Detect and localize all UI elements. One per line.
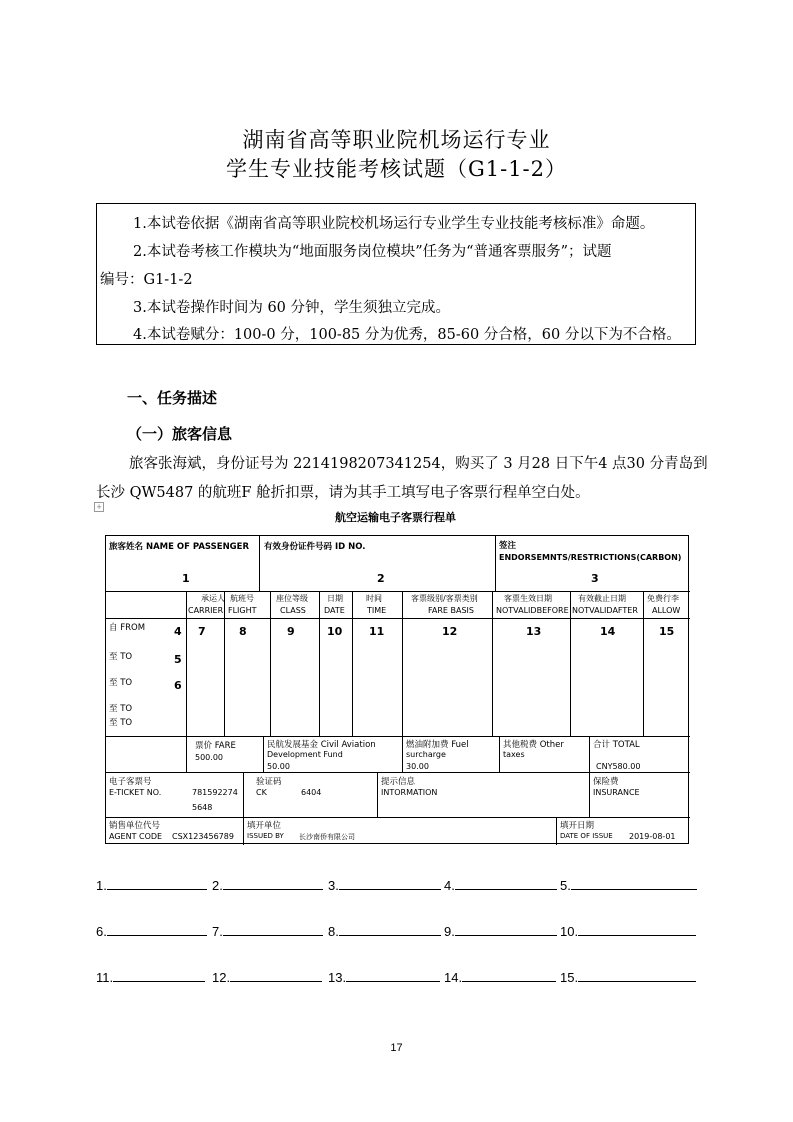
eticket-number-value-2: 5648 xyxy=(192,803,213,812)
answer-3[interactable]: 3. xyxy=(328,877,441,893)
class-header-en: CLASS xyxy=(280,606,306,615)
route-to-label-1: 至 TO xyxy=(109,652,133,662)
instruction-2: 2.本试卷考核工作模块为“地面服务岗位模块”任务为“普通客票服务”；试题 xyxy=(133,244,612,260)
page-number: 17 xyxy=(390,1042,403,1054)
id-number-label: 有效身份证件号码 ID NO. xyxy=(264,542,366,552)
ticket-title: 航空运输电子客票行程单 xyxy=(335,511,456,524)
check-code-label: 验证码 xyxy=(256,777,282,787)
caac-fund-value: 50.00 xyxy=(267,762,290,771)
eticket-number-label: 电子客票号 xyxy=(109,777,152,787)
answer-4[interactable]: 4. xyxy=(444,877,557,893)
fare-value: 500.00 xyxy=(195,753,223,762)
endorsement-label: 签注 xyxy=(499,541,517,551)
fare-basis-header-en: FARE BASIS xyxy=(428,606,474,615)
fuel-surcharge-label: 燃油附加费 Fuel xyxy=(406,740,469,750)
endorsement-en-label: ENDORSEMNTS/RESTRICTIONS(CARBON) xyxy=(499,553,682,562)
passenger-description-line2: 长沙 QW5487 的航班F 舱折扣票，请为其手工填写电子客票行程单空白处。 xyxy=(96,485,590,501)
caac-fund-label-en: Development Fund xyxy=(267,750,343,759)
field-number-4: 4 xyxy=(174,625,182,638)
carrier-header-en: CARRIER xyxy=(188,606,224,615)
field-number-14: 14 xyxy=(600,625,616,638)
field-number-10: 10 xyxy=(327,625,343,638)
route-to-label-4: 至 TO xyxy=(109,718,133,728)
not-valid-after-header-cn: 有效截止日期 xyxy=(578,594,626,603)
fare-label: 票价 FARE xyxy=(195,741,236,751)
answer-11[interactable]: 11. xyxy=(96,969,205,985)
time-header-cn: 时间 xyxy=(366,594,382,603)
instruction-4: 4.本试卷赋分：100-0 分，100-85 分为优秀，85-60 分合格，60 分以下为不合格。 xyxy=(133,327,681,343)
answer-2[interactable]: 2. xyxy=(212,877,323,893)
carrier-header-cn: 承运人 xyxy=(201,594,225,603)
field-number-7: 7 xyxy=(198,625,206,638)
other-taxes-label-en: taxes xyxy=(503,750,525,759)
e-ticket-itinerary xyxy=(105,535,689,844)
exam-title-line1: 湖南省高等职业院机场运行专业 xyxy=(242,128,551,152)
agent-code-label: 销售单位代号 xyxy=(109,821,161,831)
class-header-cn: 座位等级 xyxy=(276,594,308,603)
issued-by-value: 长沙南侨有限公司 xyxy=(299,833,355,841)
insurance-label: 保险费 xyxy=(593,777,619,787)
check-code-en-label: CK xyxy=(256,788,267,797)
field-number-3: 3 xyxy=(591,572,599,585)
not-valid-before-header-en: NOTVALIDBEFORE xyxy=(496,606,569,615)
instruction-1: 1.本试卷依据《湖南省高等职业院校机场运行专业学生专业技能考核标准》命题。 xyxy=(133,216,655,232)
agent-code-en-label: AGENT CODE xyxy=(109,832,163,841)
passenger-description-line1: 旅客张海斌，身份证号为 2214198207341254，购买了 3 月28 日下午4 点30 分青岛到 xyxy=(129,456,708,472)
field-number-1: 1 xyxy=(182,572,190,585)
total-label: 合计 TOTAL xyxy=(593,740,640,750)
date-header-en: DATE xyxy=(324,606,345,615)
answer-13[interactable]: 13. xyxy=(328,969,440,985)
answer-5[interactable]: 5. xyxy=(560,877,697,893)
information-en-label: INTORMATION xyxy=(381,788,438,797)
answer-1[interactable]: 1. xyxy=(96,877,207,893)
instructions-box xyxy=(96,203,696,345)
section-heading: 一、任务描述 xyxy=(127,389,218,407)
passenger-name-label: 旅客姓名 NAME OF PASSENGER xyxy=(109,542,250,552)
eticket-number-en-label: E-TICKET NO. xyxy=(109,788,162,797)
exam-title-line2: 学生专业技能考核试题（G1-1-2） xyxy=(225,157,568,181)
instruction-3: 3.本试卷操作时间为 60 分钟，学生须独立完成。 xyxy=(133,300,451,316)
information-label: 提示信息 xyxy=(381,777,416,787)
anchor-icon: + xyxy=(94,502,104,512)
answer-9[interactable]: 9. xyxy=(444,923,557,939)
agent-code-value: CSX123456789 xyxy=(172,832,234,841)
caac-fund-label: 民航发展基金 Civil Aviation xyxy=(267,740,376,750)
flight-header-cn: 航班号 xyxy=(230,594,254,603)
allowance-header-cn: 免费行李 xyxy=(647,594,679,603)
insurance-en-label: INSURANCE xyxy=(593,788,640,797)
route-to-label-3: 至 TO xyxy=(109,704,133,714)
allowance-header-en: ALLOW xyxy=(652,606,681,615)
issued-by-en-label: ISSUED BY xyxy=(247,832,284,840)
route-to-label-2: 至 TO xyxy=(109,678,133,688)
issue-date-en-label: DATE OF ISSUE xyxy=(560,832,613,840)
fuel-surcharge-label-en: surcharge xyxy=(406,750,446,759)
field-number-9: 9 xyxy=(287,625,295,638)
issue-date-label: 填开日期 xyxy=(560,821,595,831)
not-valid-after-header-en: NOTVALIDAFTER xyxy=(572,606,638,615)
answer-6[interactable]: 6. xyxy=(96,923,207,939)
check-code-value: 6404 xyxy=(301,788,322,797)
not-valid-before-header-cn: 客票生效日期 xyxy=(504,594,552,603)
date-header-cn: 日期 xyxy=(327,594,343,603)
other-taxes-label: 其他税费 Other xyxy=(503,740,564,750)
field-number-2: 2 xyxy=(377,572,385,585)
answer-14[interactable]: 14. xyxy=(444,969,556,985)
answer-10[interactable]: 10. xyxy=(560,923,696,939)
field-number-8: 8 xyxy=(239,625,247,638)
answer-15[interactable]: 15. xyxy=(560,969,696,985)
answer-7[interactable]: 7. xyxy=(212,923,323,939)
route-from-label: 自 FROM xyxy=(109,623,146,633)
total-value: CNY580.00 xyxy=(596,762,641,771)
subsection-heading: （一）旅客信息 xyxy=(127,425,233,443)
field-number-11: 11 xyxy=(369,625,385,638)
field-number-15: 15 xyxy=(659,625,675,638)
time-header-en: TIME xyxy=(367,606,387,615)
issue-date-value: 2019-08-01 xyxy=(629,832,676,841)
fuel-surcharge-value: 30.00 xyxy=(406,762,429,771)
field-number-12: 12 xyxy=(442,625,458,638)
field-number-13: 13 xyxy=(526,625,542,638)
issued-by-label: 填开单位 xyxy=(247,821,282,831)
flight-header-en: FLIGHT xyxy=(228,606,257,615)
fare-basis-header-cn: 客票级别/客票类别 xyxy=(411,594,478,603)
instruction-2-cont: 编号：G1-1-2 xyxy=(100,272,193,288)
answer-12[interactable]: 12. xyxy=(212,969,322,985)
field-number-5: 5 xyxy=(174,653,182,666)
eticket-number-value: 781592274 xyxy=(192,788,238,797)
answer-8[interactable]: 8. xyxy=(328,923,441,939)
field-number-6: 6 xyxy=(174,679,182,692)
